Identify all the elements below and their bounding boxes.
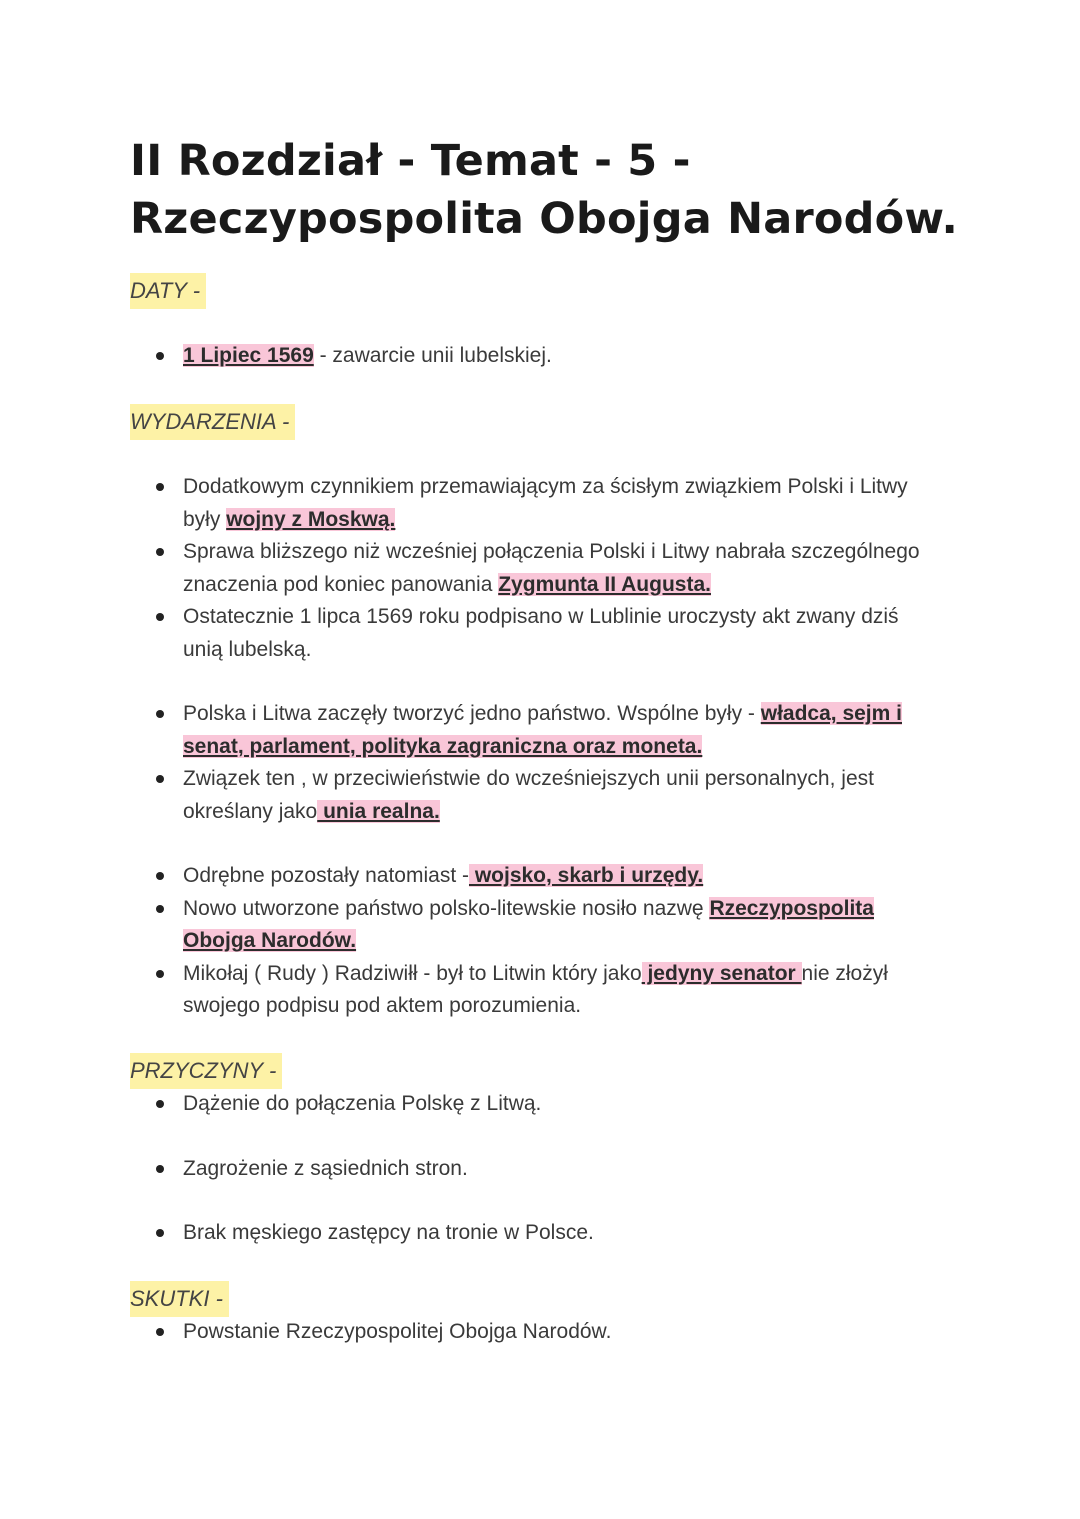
list-item <box>130 893 940 958</box>
bullet-icon <box>156 1100 164 1108</box>
item-text: Dążenie do połączenia Polskę z Litwą. <box>183 1092 542 1115</box>
daty-list <box>130 340 940 373</box>
item-text: Mikołaj ( Rudy ) Radziwiłł - był to Litwin który jako <box>183 961 642 985</box>
spacer <box>130 666 940 698</box>
list-item <box>130 1316 940 1349</box>
list-item <box>130 601 940 666</box>
section-label-daty: DATY - <box>130 273 206 309</box>
section-label-skutki: SKUTKI - <box>130 1281 229 1317</box>
bullet-icon <box>156 710 164 718</box>
list-item <box>130 1153 940 1186</box>
list-item <box>130 763 940 828</box>
list-item <box>130 860 940 893</box>
bullet-icon <box>156 613 164 621</box>
highlighted-term: jedyny senator <box>641 961 802 985</box>
bullet-icon <box>156 970 164 978</box>
spacer <box>130 1121 940 1153</box>
highlighted-term: unia realna. <box>317 799 440 823</box>
item-text: Powstanie Rzeczypospolitej Obojga Narodów. <box>183 1320 612 1343</box>
item-text: Polska i Litwa zaczęły tworzyć jedno państwo. Wspólne były - <box>183 702 761 725</box>
highlighted-term: wojsko, skarb i urzędy. <box>468 864 704 887</box>
section-label-przyczyny: PRZYCZYNY - <box>130 1053 282 1089</box>
list-item <box>130 536 940 601</box>
list-item <box>130 1088 940 1121</box>
bullet-icon <box>156 352 164 360</box>
item-text: Odrębne pozostały natomiast - <box>183 864 469 887</box>
highlighted-term: władca, sejm i senat, parlament, polityka zagraniczna oraz moneta. <box>183 702 902 758</box>
list-item <box>130 340 940 373</box>
item-text: Sprawa bliższego niż wcześniej połączenia Polski i Litwy nabrała szczególnego znaczenia pod koniec panowania <box>183 540 920 596</box>
highlighted-term: 1 Lipiec 1569 <box>183 344 314 367</box>
item-text: Dodatkowym czynnikiem przemawiającym za ścisłym związkiem Polski i Litwy były <box>183 475 908 531</box>
list-item <box>130 1217 940 1250</box>
list-item <box>130 958 940 1023</box>
highlighted-term: wojny z Moskwą. <box>226 507 396 531</box>
bullet-icon <box>156 905 164 913</box>
page-title: II Rozdział - Temat - 5 - Rzeczypospolita Obojga Narodów. <box>130 136 959 244</box>
item-text: Związek ten , w przeciwieństwie do wcześniejszych unii personalnych, jest określany jako <box>183 767 874 823</box>
highlighted-term: Zygmunta II Augusta. <box>498 572 711 596</box>
item-text: Nowo utworzone państwo polsko-litewskie nosiło nazwę <box>183 896 710 920</box>
item-text: - zawarcie unii lubelskiej. <box>313 344 552 367</box>
section-label-wydarzenia: WYDARZENIA - <box>130 404 295 440</box>
list-item <box>130 471 940 536</box>
bullet-icon <box>156 872 164 880</box>
bullet-icon <box>156 483 164 491</box>
bullet-icon <box>156 1165 164 1173</box>
highlighted-term: Rzeczypospolita Obojga Narodów. <box>183 896 874 952</box>
item-text: Ostatecznie 1 lipca 1569 roku podpisano w Lublinie uroczysty akt zwany dziś unią lubelską. <box>183 605 899 661</box>
spacer <box>130 828 940 860</box>
item-text: Zagrożenie z sąsiednich stron. <box>183 1156 468 1180</box>
list-item <box>130 698 940 763</box>
bullet-icon <box>156 775 164 783</box>
item-text: Brak męskiego zastępcy na tronie w Polsce. <box>183 1221 594 1244</box>
bullet-icon <box>156 1328 164 1336</box>
item-text: nie złożył swojego podpisu pod aktem porozumienia. <box>183 961 888 1017</box>
przyczyny-list <box>130 1088 940 1250</box>
skutki-list <box>130 1316 940 1349</box>
wydarzenia-list <box>130 471 940 1023</box>
bullet-icon <box>156 1229 164 1237</box>
bullet-icon <box>156 548 164 556</box>
spacer <box>130 1185 940 1217</box>
